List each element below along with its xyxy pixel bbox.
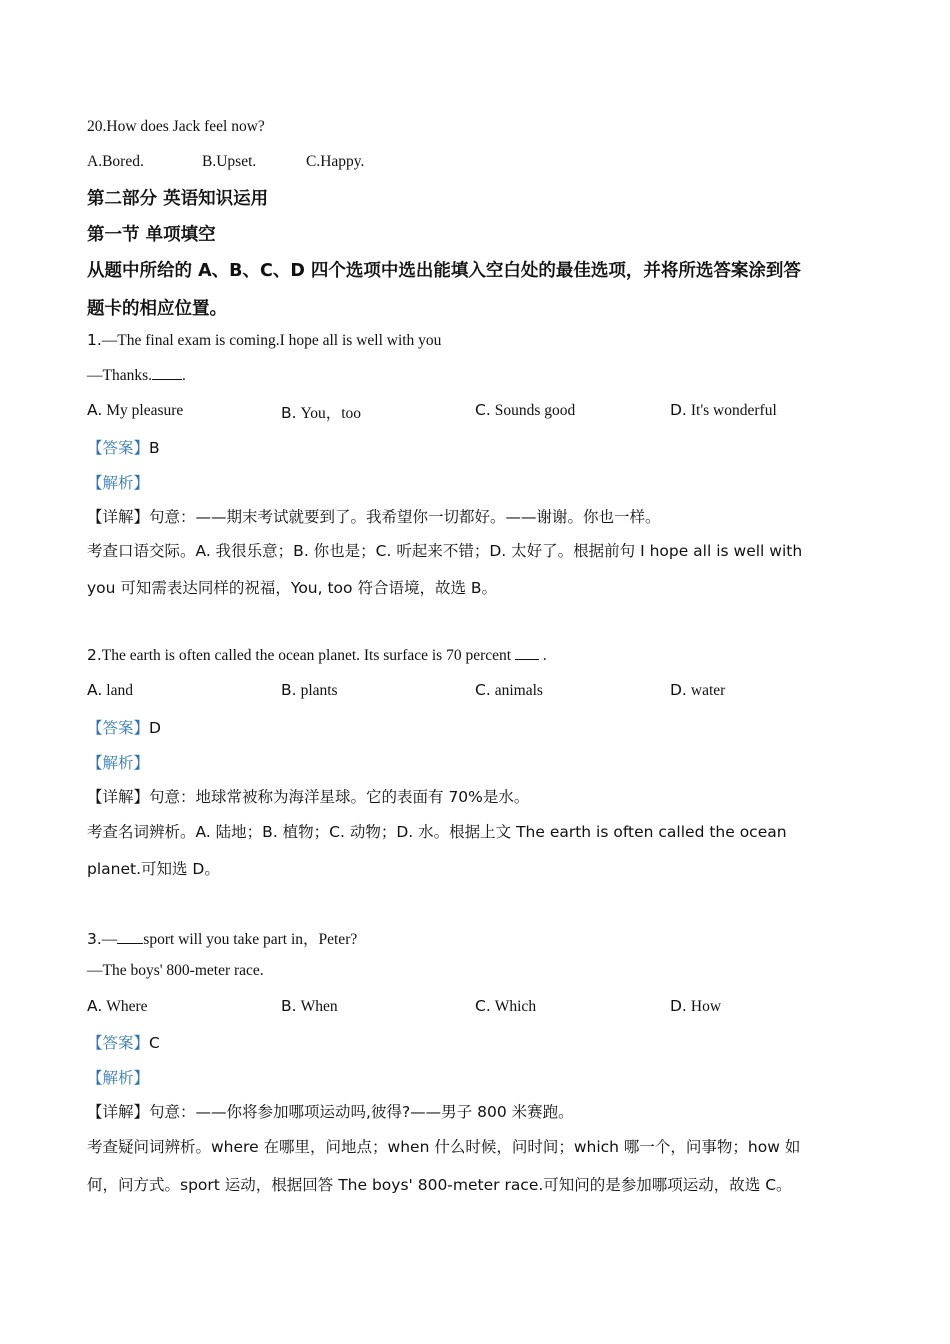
answer-label: 【答案】 xyxy=(87,719,150,737)
question-3-detail xyxy=(87,1100,574,1122)
question-20-option-b: B.Upset. xyxy=(202,153,257,170)
question-1-reply: —Thanks. xyxy=(87,367,153,384)
option-letter: D. xyxy=(670,681,687,699)
question-2-option-a xyxy=(87,681,133,700)
option-text: animals xyxy=(494,682,543,699)
answer-value: C xyxy=(149,1034,160,1052)
question-20-stem: 20.How does Jack feel now? xyxy=(87,118,265,135)
option-text: Which xyxy=(494,998,537,1015)
question-1-option-b xyxy=(281,401,361,423)
option-letter: C. xyxy=(475,401,491,419)
detail-label: 【详解】 xyxy=(87,1103,150,1121)
question-1-stem-line-1 xyxy=(87,331,441,350)
detail-text: 句意：地球常被称为海洋星球。它的表面有 70%是水。 xyxy=(149,788,530,806)
question-3-stem-line-1 xyxy=(87,927,357,949)
question-3-analysis-label: 【解析】 xyxy=(87,1069,150,1087)
question-2-stem: The earth is often called the ocean planet. Its surface is 70 percent xyxy=(101,647,515,664)
question-1-option-c xyxy=(475,401,575,420)
option-letter: B. xyxy=(281,404,297,422)
question-1-option-d xyxy=(670,401,777,420)
instruction-line-1: 从题中所给的 A、B、C、D 四个选项中选出能填入空白处的最佳选项，并将所选答案涂到答 xyxy=(87,261,801,281)
question-1-analysis-label: 【解析】 xyxy=(87,474,150,492)
answer-blank xyxy=(117,931,143,944)
question-1-option-a xyxy=(87,401,183,420)
question-3-option-b xyxy=(281,997,338,1016)
question-2-stem-line-1 xyxy=(87,646,547,665)
question-2-stem-end: . xyxy=(538,647,547,664)
instruction-line-2: 题卡的相应位置。 xyxy=(87,299,227,319)
detail-label: 【详解】 xyxy=(87,508,150,526)
answer-label: 【答案】 xyxy=(87,1034,150,1052)
question-3-option-d xyxy=(670,997,721,1016)
question-3-option-c xyxy=(475,997,536,1016)
answer-blank xyxy=(515,647,539,660)
question-1-stem-line-2 xyxy=(87,367,186,385)
question-2-number: 2. xyxy=(87,646,102,664)
answer-blank xyxy=(152,367,182,380)
option-text: You，too xyxy=(300,405,362,422)
option-letter: C. xyxy=(475,997,491,1015)
option-text: When xyxy=(300,998,338,1015)
question-1-stem: —The final exam is coming.I hope all is well with you xyxy=(101,332,442,349)
question-3-answer xyxy=(87,1031,160,1053)
answer-value: D xyxy=(149,719,161,737)
option-text: Where xyxy=(106,998,148,1015)
question-3-explain-line-2: 何，问方式。sport 运动，根据回答 The boys' 800-meter race.可知问的是参加哪项运动，故选 C。 xyxy=(87,1176,792,1194)
question-1-detail xyxy=(87,505,661,527)
question-2-detail xyxy=(87,785,529,807)
question-2-answer xyxy=(87,716,161,738)
question-1-reply-end: . xyxy=(182,367,186,384)
question-2-option-b xyxy=(281,681,338,700)
answer-label: 【答案】 xyxy=(87,439,150,457)
question-3-explain-line-1: 考查疑问词辨析。where 在哪里，问地点；when 什么时候，问时间；which 哪一个，问事物；how 如 xyxy=(87,1138,801,1156)
question-1-explain-line-2: you 可知需表达同样的祝福，You, too 符合语境，故选 B。 xyxy=(87,579,498,597)
option-text: land xyxy=(106,682,133,699)
question-3-option-a xyxy=(87,997,148,1016)
answer-value: B xyxy=(149,439,160,457)
detail-text: 句意：——你将参加哪项运动吗,彼得?——男子 800 米赛跑。 xyxy=(149,1103,574,1121)
question-2-explain-line-2: planet.可知选 D。 xyxy=(87,860,220,878)
question-3-stem-line-2: —The boys' 800-meter race. xyxy=(87,962,264,979)
option-text: My pleasure xyxy=(106,402,184,419)
question-3-stem: sport will you take part in，Peter? xyxy=(143,931,358,948)
question-3-number: 3. xyxy=(87,930,102,948)
question-1-explain-line-1: 考查口语交际。A. 我很乐意；B. 你也是；C. 听起来不错；D. 太好了。根据前句 I hope all is well with xyxy=(87,542,803,560)
option-text: It's wonderful xyxy=(690,402,777,419)
option-text: water xyxy=(690,682,726,699)
question-2-analysis-label: 【解析】 xyxy=(87,754,150,772)
detail-text: 句意：——期末考试就要到了。我希望你一切都好。——谢谢。你也一样。 xyxy=(149,508,661,526)
option-letter: A. xyxy=(87,401,103,419)
question-2-option-c xyxy=(475,681,543,700)
option-letter: A. xyxy=(87,997,103,1015)
option-letter: B. xyxy=(281,681,297,699)
option-text: Sounds good xyxy=(494,402,576,419)
question-2-option-d xyxy=(670,681,725,700)
option-letter: D. xyxy=(670,401,687,419)
question-20-option-c: C.Happy. xyxy=(306,153,365,170)
section-title: 第一节 单项填空 xyxy=(87,225,216,245)
option-letter: A. xyxy=(87,681,103,699)
question-2-explain-line-1: 考查名词辨析。A. 陆地；B. 植物；C. 动物；D. 水。根据上文 The earth is often called the ocean xyxy=(87,823,787,841)
question-1-answer xyxy=(87,436,160,458)
question-1-number: 1. xyxy=(87,331,102,349)
option-letter: D. xyxy=(670,997,687,1015)
question-20-option-a: A.Bored. xyxy=(87,153,144,170)
option-letter: B. xyxy=(281,997,297,1015)
part-title: 第二部分 英语知识运用 xyxy=(87,189,269,209)
option-text: How xyxy=(690,998,722,1015)
option-text: plants xyxy=(300,682,338,699)
question-3-dash: — xyxy=(101,931,118,948)
detail-label: 【详解】 xyxy=(87,788,150,806)
option-letter: C. xyxy=(475,681,491,699)
